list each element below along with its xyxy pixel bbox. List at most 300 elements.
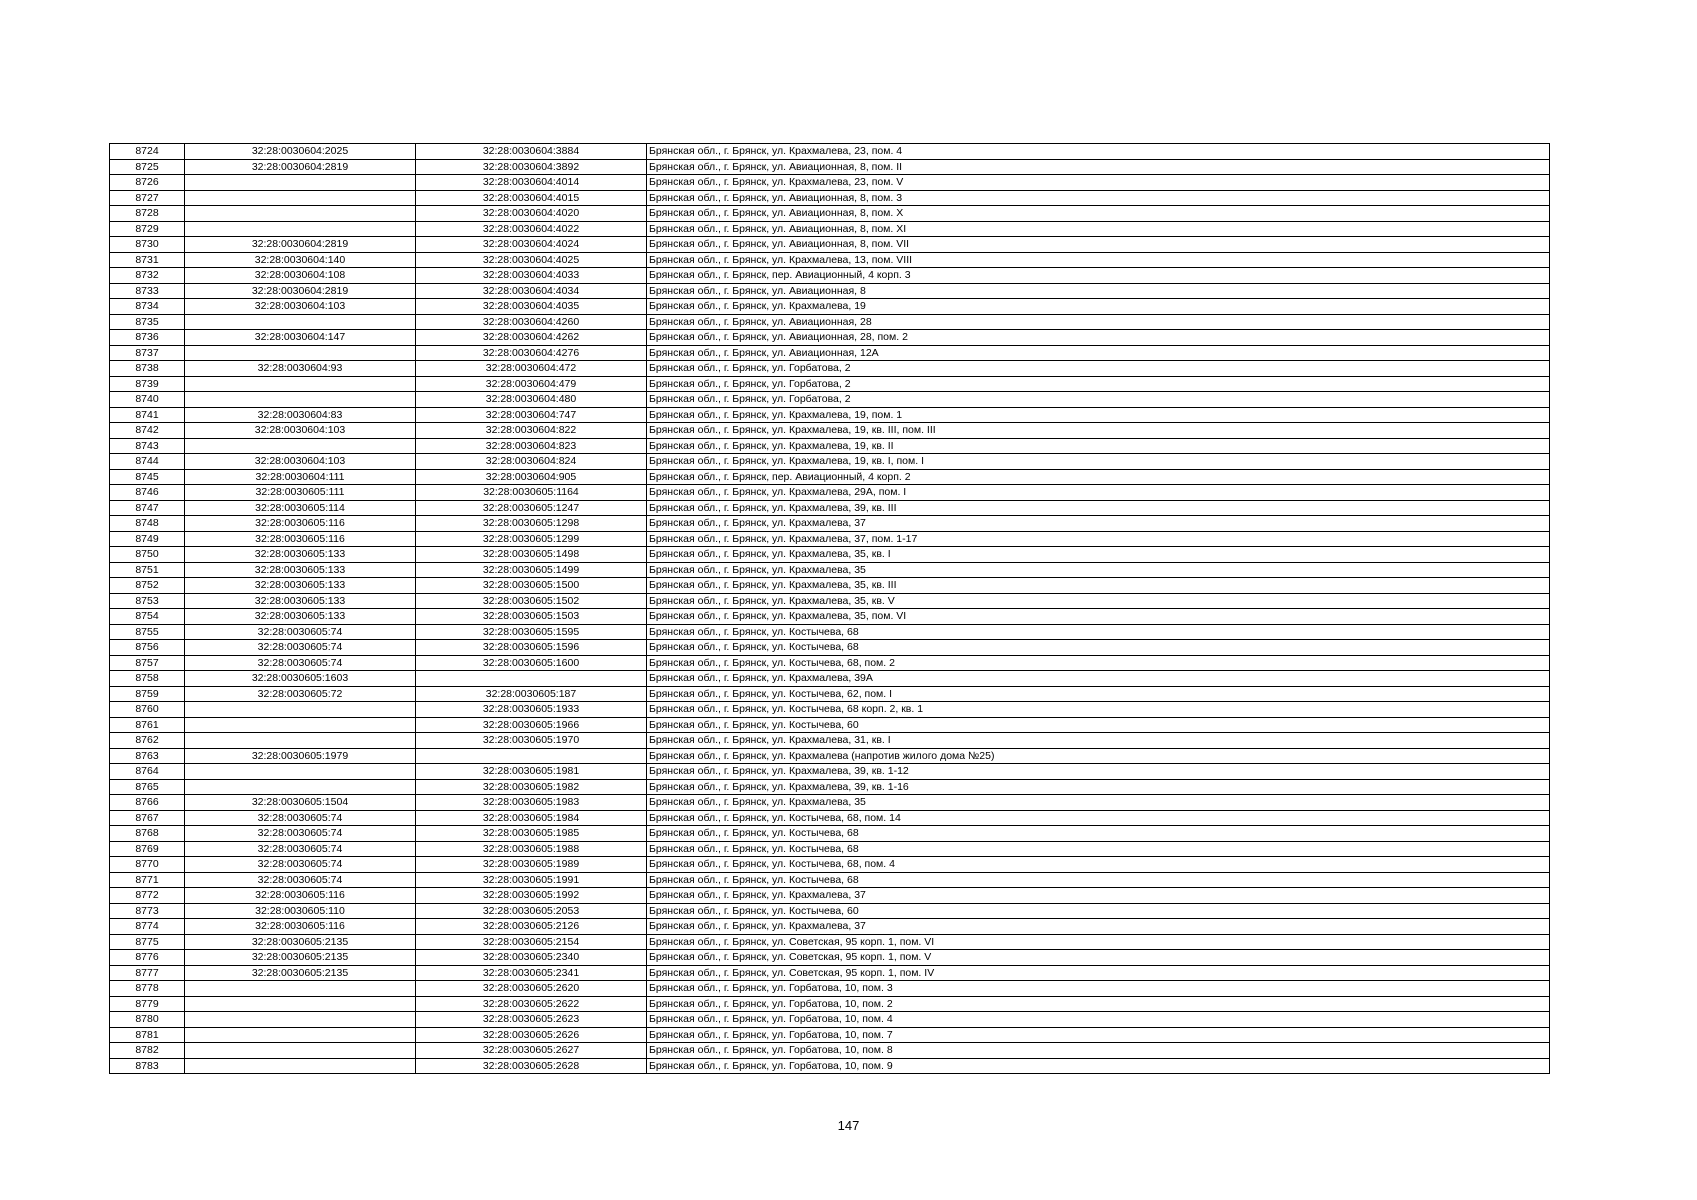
row-number-cell: 8783 [110, 1058, 185, 1074]
address-cell: Брянская обл., г. Брянск, ул. Горбатова, 10, пом. 8 [647, 1043, 1550, 1059]
row-number-cell: 8760 [110, 702, 185, 718]
parent-cadastral-number-cell: 32:28:0030605:116 [185, 888, 416, 904]
address-cell: Брянская обл., г. Брянск, ул. Советская, 95 корп. 1, пом. IV [647, 965, 1550, 981]
cadastral-number-cell: 32:28:0030605:2126 [416, 919, 647, 935]
cadastral-number-cell: 32:28:0030605:1600 [416, 655, 647, 671]
parent-cadastral-number-cell [185, 764, 416, 780]
row-number-cell: 8772 [110, 888, 185, 904]
parent-cadastral-number-cell: 32:28:0030605:133 [185, 578, 416, 594]
row-number-cell: 8763 [110, 748, 185, 764]
table-row [110, 872, 1550, 888]
address-cell: Брянская обл., г. Брянск, ул. Крахмалева, 31, кв. I [647, 733, 1550, 749]
address-cell: Брянская обл., г. Брянск, ул. Горбатова, 2 [647, 361, 1550, 377]
table-row [110, 562, 1550, 578]
table-row [110, 392, 1550, 408]
cadastral-number-cell: 32:28:0030605:1933 [416, 702, 647, 718]
cadastral-number-cell: 32:28:0030605:2340 [416, 950, 647, 966]
parent-cadastral-number-cell: 32:28:0030605:74 [185, 810, 416, 826]
cadastral-number-cell: 32:28:0030604:4276 [416, 345, 647, 361]
row-number-cell: 8742 [110, 423, 185, 439]
address-cell: Брянская обл., г. Брянск, ул. Костычева, 68 [647, 841, 1550, 857]
parent-cadastral-number-cell [185, 717, 416, 733]
parent-cadastral-number-cell: 32:28:0030604:103 [185, 423, 416, 439]
row-number-cell: 8727 [110, 190, 185, 206]
cadastral-number-cell: 32:28:0030604:4260 [416, 314, 647, 330]
parent-cadastral-number-cell: 32:28:0030605:1504 [185, 795, 416, 811]
address-cell: Брянская обл., г. Брянск, ул. Советская, 95 корп. 1, пом. V [647, 950, 1550, 966]
table-row [110, 655, 1550, 671]
cadastral-number-cell: 32:28:0030605:1991 [416, 872, 647, 888]
address-cell: Брянская обл., г. Брянск, ул. Крахмалева (напротив жилого дома №25) [647, 748, 1550, 764]
address-cell: Брянская обл., г. Брянск, ул. Крахмалева, 37 [647, 888, 1550, 904]
table-row [110, 469, 1550, 485]
cadastral-number-cell: 32:28:0030605:2620 [416, 981, 647, 997]
cadastral-number-cell: 32:28:0030605:2627 [416, 1043, 647, 1059]
cadastral-number-cell: 32:28:0030605:2628 [416, 1058, 647, 1074]
row-number-cell: 8737 [110, 345, 185, 361]
address-cell: Брянская обл., г. Брянск, ул. Крахмалева, 35, пом. VI [647, 609, 1550, 625]
cadastral-number-cell: 32:28:0030604:4262 [416, 330, 647, 346]
table-row [110, 376, 1550, 392]
parent-cadastral-number-cell: 32:28:0030605:1979 [185, 748, 416, 764]
cadastral-number-cell: 32:28:0030605:1299 [416, 531, 647, 547]
parent-cadastral-number-cell [185, 392, 416, 408]
cadastral-number-cell: 32:28:0030604:4022 [416, 221, 647, 237]
cadastral-number-cell: 32:28:0030604:747 [416, 407, 647, 423]
row-number-cell: 8769 [110, 841, 185, 857]
row-number-cell: 8746 [110, 485, 185, 501]
parent-cadastral-number-cell: 32:28:0030605:1603 [185, 671, 416, 687]
address-cell: Брянская обл., г. Брянск, ул. Костычева, 68 корп. 2, кв. 1 [647, 702, 1550, 718]
address-cell: Брянская обл., г. Брянск, ул. Горбатова, 10, пом. 3 [647, 981, 1550, 997]
parent-cadastral-number-cell: 32:28:0030605:2135 [185, 934, 416, 950]
row-number-cell: 8755 [110, 624, 185, 640]
table-row [110, 1043, 1550, 1059]
row-number-cell: 8740 [110, 392, 185, 408]
table-row [110, 624, 1550, 640]
cadastral-number-cell: 32:28:0030605:1503 [416, 609, 647, 625]
registry-table-body [110, 144, 1550, 1074]
parent-cadastral-number-cell: 32:28:0030605:111 [185, 485, 416, 501]
cadastral-number-cell: 32:28:0030605:1500 [416, 578, 647, 594]
cadastral-number-cell: 32:28:0030605:2341 [416, 965, 647, 981]
table-row [110, 407, 1550, 423]
cadastral-number-cell: 32:28:0030604:4035 [416, 299, 647, 315]
parent-cadastral-number-cell: 32:28:0030605:74 [185, 826, 416, 842]
table-row [110, 423, 1550, 439]
address-cell: Брянская обл., г. Брянск, ул. Авиационная, 28, пом. 2 [647, 330, 1550, 346]
address-cell: Брянская обл., г. Брянск, ул. Авиационная, 12А [647, 345, 1550, 361]
address-cell: Брянская обл., г. Брянск, ул. Крахмалева, 19, кв. II [647, 438, 1550, 454]
cadastral-number-cell: 32:28:0030605:2053 [416, 903, 647, 919]
address-cell: Брянская обл., г. Брянск, ул. Горбатова, 10, пом. 7 [647, 1027, 1550, 1043]
address-cell: Брянская обл., г. Брянск, ул. Авиационная, 8, пом. X [647, 206, 1550, 222]
address-cell: Брянская обл., г. Брянск, ул. Костычева, 68 [647, 640, 1550, 656]
address-cell: Брянская обл., г. Брянск, ул. Крахмалева, 19, кв. I, пом. I [647, 454, 1550, 470]
table-row [110, 888, 1550, 904]
cadastral-number-cell: 32:28:0030604:480 [416, 392, 647, 408]
row-number-cell: 8761 [110, 717, 185, 733]
table-row [110, 950, 1550, 966]
table-row [110, 206, 1550, 222]
parent-cadastral-number-cell: 32:28:0030605:110 [185, 903, 416, 919]
row-number-cell: 8757 [110, 655, 185, 671]
parent-cadastral-number-cell: 32:28:0030605:116 [185, 531, 416, 547]
row-number-cell: 8748 [110, 516, 185, 532]
table-row [110, 144, 1550, 160]
cadastral-number-cell: 32:28:0030605:1595 [416, 624, 647, 640]
row-number-cell: 8729 [110, 221, 185, 237]
row-number-cell: 8771 [110, 872, 185, 888]
row-number-cell: 8724 [110, 144, 185, 160]
row-number-cell: 8736 [110, 330, 185, 346]
address-cell: Брянская обл., г. Брянск, ул. Авиационная, 8, пом. II [647, 159, 1550, 175]
address-cell: Брянская обл., г. Брянск, ул. Крахмалева, 39А [647, 671, 1550, 687]
cadastral-number-cell: 32:28:0030605:1988 [416, 841, 647, 857]
table-row [110, 919, 1550, 935]
cadastral-number-cell: 32:28:0030605:1989 [416, 857, 647, 873]
table-row [110, 717, 1550, 733]
parent-cadastral-number-cell [185, 376, 416, 392]
cadastral-number-cell: 32:28:0030605:1984 [416, 810, 647, 826]
address-cell: Брянская обл., г. Брянск, пер. Авиационный, 4 корп. 2 [647, 469, 1550, 485]
parent-cadastral-number-cell [185, 438, 416, 454]
table-row [110, 500, 1550, 516]
row-number-cell: 8739 [110, 376, 185, 392]
address-cell: Брянская обл., г. Брянск, ул. Костычева, 68, пом. 2 [647, 655, 1550, 671]
cadastral-number-cell: 32:28:0030605:2623 [416, 1012, 647, 1028]
parent-cadastral-number-cell: 32:28:0030605:133 [185, 593, 416, 609]
parent-cadastral-number-cell: 32:28:0030604:147 [185, 330, 416, 346]
cadastral-number-cell: 32:28:0030604:4024 [416, 237, 647, 253]
parent-cadastral-number-cell: 32:28:0030604:83 [185, 407, 416, 423]
address-cell: Брянская обл., г. Брянск, ул. Горбатова, 10, пом. 9 [647, 1058, 1550, 1074]
address-cell: Брянская обл., г. Брянск, ул. Костычева, 62, пом. I [647, 686, 1550, 702]
registry-table [109, 143, 1550, 1074]
address-cell: Брянская обл., г. Брянск, ул. Крахмалева, 13, пом. VIII [647, 252, 1550, 268]
table-row [110, 841, 1550, 857]
parent-cadastral-number-cell: 32:28:0030605:133 [185, 547, 416, 563]
cadastral-number-cell: 32:28:0030604:4033 [416, 268, 647, 284]
cadastral-number-cell: 32:28:0030604:4014 [416, 175, 647, 191]
address-cell: Брянская обл., г. Брянск, ул. Костычева, 68 [647, 872, 1550, 888]
address-cell: Брянская обл., г. Брянск, ул. Крахмалева, 37 [647, 919, 1550, 935]
table-row [110, 810, 1550, 826]
row-number-cell: 8780 [110, 1012, 185, 1028]
table-row [110, 299, 1550, 315]
cadastral-number-cell: 32:28:0030604:4034 [416, 283, 647, 299]
address-cell: Брянская обл., г. Брянск, ул. Крахмалева, 23, пом. V [647, 175, 1550, 191]
address-cell: Брянская обл., г. Брянск, ул. Авиационная, 8 [647, 283, 1550, 299]
row-number-cell: 8774 [110, 919, 185, 935]
parent-cadastral-number-cell: 32:28:0030605:133 [185, 562, 416, 578]
parent-cadastral-number-cell: 32:28:0030605:2135 [185, 950, 416, 966]
row-number-cell: 8777 [110, 965, 185, 981]
table-row [110, 1012, 1550, 1028]
row-number-cell: 8770 [110, 857, 185, 873]
table-row [110, 454, 1550, 470]
parent-cadastral-number-cell: 32:28:0030604:2819 [185, 159, 416, 175]
table-row [110, 826, 1550, 842]
parent-cadastral-number-cell [185, 190, 416, 206]
page-number: 147 [837, 1118, 860, 1133]
table-row [110, 640, 1550, 656]
cadastral-number-cell: 32:28:0030605:1498 [416, 547, 647, 563]
table-row [110, 268, 1550, 284]
address-cell: Брянская обл., г. Брянск, ул. Крахмалева, 39, кв. 1-12 [647, 764, 1550, 780]
row-number-cell: 8754 [110, 609, 185, 625]
cadastral-number-cell: 32:28:0030604:823 [416, 438, 647, 454]
row-number-cell: 8773 [110, 903, 185, 919]
address-cell: Брянская обл., г. Брянск, ул. Горбатова, 2 [647, 392, 1550, 408]
parent-cadastral-number-cell: 32:28:0030605:2135 [185, 965, 416, 981]
table-row [110, 1058, 1550, 1074]
row-number-cell: 8758 [110, 671, 185, 687]
table-row [110, 702, 1550, 718]
cadastral-number-cell: 32:28:0030605:1596 [416, 640, 647, 656]
cadastral-number-cell: 32:28:0030604:824 [416, 454, 647, 470]
row-number-cell: 8744 [110, 454, 185, 470]
parent-cadastral-number-cell [185, 221, 416, 237]
row-number-cell: 8751 [110, 562, 185, 578]
row-number-cell: 8779 [110, 996, 185, 1012]
cadastral-number-cell: 32:28:0030604:472 [416, 361, 647, 377]
parent-cadastral-number-cell: 32:28:0030604:2819 [185, 237, 416, 253]
table-row [110, 283, 1550, 299]
parent-cadastral-number-cell: 32:28:0030604:111 [185, 469, 416, 485]
parent-cadastral-number-cell: 32:28:0030605:114 [185, 500, 416, 516]
row-number-cell: 8781 [110, 1027, 185, 1043]
row-number-cell: 8776 [110, 950, 185, 966]
parent-cadastral-number-cell: 32:28:0030604:108 [185, 268, 416, 284]
row-number-cell: 8734 [110, 299, 185, 315]
row-number-cell: 8726 [110, 175, 185, 191]
address-cell: Брянская обл., г. Брянск, ул. Советская, 95 корп. 1, пом. VI [647, 934, 1550, 950]
parent-cadastral-number-cell: 32:28:0030604:2025 [185, 144, 416, 160]
table-row [110, 159, 1550, 175]
row-number-cell: 8750 [110, 547, 185, 563]
table-row [110, 190, 1550, 206]
address-cell: Брянская обл., г. Брянск, ул. Крахмалева, 35 [647, 562, 1550, 578]
cadastral-number-cell: 32:28:0030605:1247 [416, 500, 647, 516]
row-number-cell: 8756 [110, 640, 185, 656]
address-cell: Брянская обл., г. Брянск, ул. Крахмалева, 39, кв. 1-16 [647, 779, 1550, 795]
address-cell: Брянская обл., г. Брянск, ул. Крахмалева, 39, кв. III [647, 500, 1550, 516]
address-cell: Брянская обл., г. Брянск, ул. Костычева, 60 [647, 903, 1550, 919]
row-number-cell: 8766 [110, 795, 185, 811]
cadastral-number-cell: 32:28:0030604:3884 [416, 144, 647, 160]
row-number-cell: 8728 [110, 206, 185, 222]
cadastral-number-cell: 32:28:0030605:1298 [416, 516, 647, 532]
cadastral-number-cell: 32:28:0030605:1502 [416, 593, 647, 609]
parent-cadastral-number-cell: 32:28:0030605:133 [185, 609, 416, 625]
table-row [110, 965, 1550, 981]
table-row [110, 981, 1550, 997]
address-cell: Брянская обл., г. Брянск, ул. Авиационная, 8, пом. VII [647, 237, 1550, 253]
table-row [110, 516, 1550, 532]
cadastral-number-cell: 32:28:0030604:905 [416, 469, 647, 485]
address-cell: Брянская обл., г. Брянск, ул. Крахмалева, 19, пом. 1 [647, 407, 1550, 423]
address-cell: Брянская обл., г. Брянск, ул. Костычева, 68 [647, 826, 1550, 842]
cadastral-number-cell: 32:28:0030604:479 [416, 376, 647, 392]
table-row [110, 531, 1550, 547]
parent-cadastral-number-cell [185, 779, 416, 795]
cadastral-number-cell: 32:28:0030604:4015 [416, 190, 647, 206]
row-number-cell: 8759 [110, 686, 185, 702]
row-number-cell: 8782 [110, 1043, 185, 1059]
table-row [110, 748, 1550, 764]
address-cell: Брянская обл., г. Брянск, ул. Авиационная, 28 [647, 314, 1550, 330]
table-row [110, 903, 1550, 919]
address-cell: Брянская обл., г. Брянск, ул. Крахмалева, 35, кв. III [647, 578, 1550, 594]
parent-cadastral-number-cell: 32:28:0030605:72 [185, 686, 416, 702]
row-number-cell: 8738 [110, 361, 185, 377]
cadastral-number-cell: 32:28:0030605:1970 [416, 733, 647, 749]
table-row [110, 252, 1550, 268]
parent-cadastral-number-cell: 32:28:0030605:116 [185, 516, 416, 532]
cadastral-number-cell: 32:28:0030604:3892 [416, 159, 647, 175]
parent-cadastral-number-cell: 32:28:0030604:2819 [185, 283, 416, 299]
parent-cadastral-number-cell: 32:28:0030605:74 [185, 872, 416, 888]
table-row [110, 686, 1550, 702]
row-number-cell: 8767 [110, 810, 185, 826]
address-cell: Брянская обл., г. Брянск, пер. Авиационный, 4 корп. 3 [647, 268, 1550, 284]
parent-cadastral-number-cell [185, 996, 416, 1012]
table-row [110, 237, 1550, 253]
cadastral-number-cell: 32:28:0030605:1985 [416, 826, 647, 842]
parent-cadastral-number-cell [185, 1043, 416, 1059]
address-cell: Брянская обл., г. Брянск, ул. Крахмалева, 19, кв. III, пом. III [647, 423, 1550, 439]
parent-cadastral-number-cell: 32:28:0030605:74 [185, 841, 416, 857]
row-number-cell: 8765 [110, 779, 185, 795]
row-number-cell: 8730 [110, 237, 185, 253]
cadastral-number-cell: 32:28:0030604:4020 [416, 206, 647, 222]
parent-cadastral-number-cell [185, 981, 416, 997]
table-row [110, 609, 1550, 625]
cadastral-number-cell: 32:28:0030604:4025 [416, 252, 647, 268]
parent-cadastral-number-cell [185, 175, 416, 191]
row-number-cell: 8745 [110, 469, 185, 485]
address-cell: Брянская обл., г. Брянск, ул. Костычева, 68 [647, 624, 1550, 640]
address-cell: Брянская обл., г. Брянск, ул. Крахмалева, 35, кв. V [647, 593, 1550, 609]
address-cell: Брянская обл., г. Брянск, ул. Крахмалева, 37, пом. 1-17 [647, 531, 1550, 547]
cadastral-number-cell: 32:28:0030605:1981 [416, 764, 647, 780]
table-row [110, 779, 1550, 795]
cadastral-number-cell: 32:28:0030605:1992 [416, 888, 647, 904]
cadastral-number-cell: 32:28:0030605:187 [416, 686, 647, 702]
parent-cadastral-number-cell [185, 1012, 416, 1028]
row-number-cell: 8731 [110, 252, 185, 268]
parent-cadastral-number-cell: 32:28:0030604:93 [185, 361, 416, 377]
address-cell: Брянская обл., г. Брянск, ул. Крахмалева, 23, пом. 4 [647, 144, 1550, 160]
table-row [110, 671, 1550, 687]
cadastral-number-cell [416, 748, 647, 764]
address-cell: Брянская обл., г. Брянск, ул. Горбатова, 10, пом. 2 [647, 996, 1550, 1012]
parent-cadastral-number-cell [185, 1027, 416, 1043]
parent-cadastral-number-cell: 32:28:0030604:103 [185, 299, 416, 315]
parent-cadastral-number-cell [185, 314, 416, 330]
address-cell: Брянская обл., г. Брянск, ул. Костычева, 68, пом. 14 [647, 810, 1550, 826]
row-number-cell: 8741 [110, 407, 185, 423]
row-number-cell: 8762 [110, 733, 185, 749]
address-cell: Брянская обл., г. Брянск, ул. Горбатова, 2 [647, 376, 1550, 392]
table-row [110, 547, 1550, 563]
table-row [110, 795, 1550, 811]
cadastral-number-cell: 32:28:0030605:2626 [416, 1027, 647, 1043]
row-number-cell: 8732 [110, 268, 185, 284]
row-number-cell: 8733 [110, 283, 185, 299]
table-row [110, 438, 1550, 454]
parent-cadastral-number-cell [185, 702, 416, 718]
address-cell: Брянская обл., г. Брянск, ул. Крахмалева, 35, кв. I [647, 547, 1550, 563]
cadastral-number-cell: 32:28:0030605:1982 [416, 779, 647, 795]
parent-cadastral-number-cell [185, 733, 416, 749]
address-cell: Брянская обл., г. Брянск, ул. Авиационная, 8, пом. XI [647, 221, 1550, 237]
parent-cadastral-number-cell: 32:28:0030605:74 [185, 857, 416, 873]
cadastral-number-cell [416, 671, 647, 687]
address-cell: Брянская обл., г. Брянск, ул. Крахмалева, 35 [647, 795, 1550, 811]
parent-cadastral-number-cell: 32:28:0030605:74 [185, 624, 416, 640]
cadastral-number-cell: 32:28:0030605:2622 [416, 996, 647, 1012]
address-cell: Брянская обл., г. Брянск, ул. Костычева, 60 [647, 717, 1550, 733]
row-number-cell: 8753 [110, 593, 185, 609]
row-number-cell: 8764 [110, 764, 185, 780]
address-cell: Брянская обл., г. Брянск, ул. Крахмалева, 37 [647, 516, 1550, 532]
parent-cadastral-number-cell: 32:28:0030605:116 [185, 919, 416, 935]
table-row [110, 857, 1550, 873]
table-row [110, 934, 1550, 950]
cadastral-number-cell: 32:28:0030605:1499 [416, 562, 647, 578]
table-row [110, 175, 1550, 191]
table-row [110, 1027, 1550, 1043]
table-row [110, 221, 1550, 237]
parent-cadastral-number-cell: 32:28:0030604:140 [185, 252, 416, 268]
address-cell: Брянская обл., г. Брянск, ул. Крахмалева, 19 [647, 299, 1550, 315]
cadastral-number-cell: 32:28:0030605:1983 [416, 795, 647, 811]
table-row [110, 593, 1550, 609]
parent-cadastral-number-cell: 32:28:0030605:74 [185, 640, 416, 656]
table-row [110, 578, 1550, 594]
parent-cadastral-number-cell [185, 345, 416, 361]
row-number-cell: 8735 [110, 314, 185, 330]
table-row [110, 764, 1550, 780]
row-number-cell: 8743 [110, 438, 185, 454]
row-number-cell: 8775 [110, 934, 185, 950]
row-number-cell: 8747 [110, 500, 185, 516]
table-row [110, 314, 1550, 330]
parent-cadastral-number-cell [185, 1058, 416, 1074]
row-number-cell: 8768 [110, 826, 185, 842]
table-row [110, 345, 1550, 361]
table-row [110, 330, 1550, 346]
table-row [110, 361, 1550, 377]
address-cell: Брянская обл., г. Брянск, ул. Крахмалева, 29А, пом. I [647, 485, 1550, 501]
cadastral-number-cell: 32:28:0030604:822 [416, 423, 647, 439]
row-number-cell: 8725 [110, 159, 185, 175]
address-cell: Брянская обл., г. Брянск, ул. Авиационная, 8, пом. 3 [647, 190, 1550, 206]
address-cell: Брянская обл., г. Брянск, ул. Горбатова, 10, пом. 4 [647, 1012, 1550, 1028]
row-number-cell: 8778 [110, 981, 185, 997]
parent-cadastral-number-cell: 32:28:0030604:103 [185, 454, 416, 470]
table-row [110, 733, 1550, 749]
table-row [110, 996, 1550, 1012]
table-row [110, 485, 1550, 501]
cadastral-number-cell: 32:28:0030605:2154 [416, 934, 647, 950]
address-cell: Брянская обл., г. Брянск, ул. Костычева, 68, пом. 4 [647, 857, 1550, 873]
row-number-cell: 8749 [110, 531, 185, 547]
row-number-cell: 8752 [110, 578, 185, 594]
parent-cadastral-number-cell [185, 206, 416, 222]
